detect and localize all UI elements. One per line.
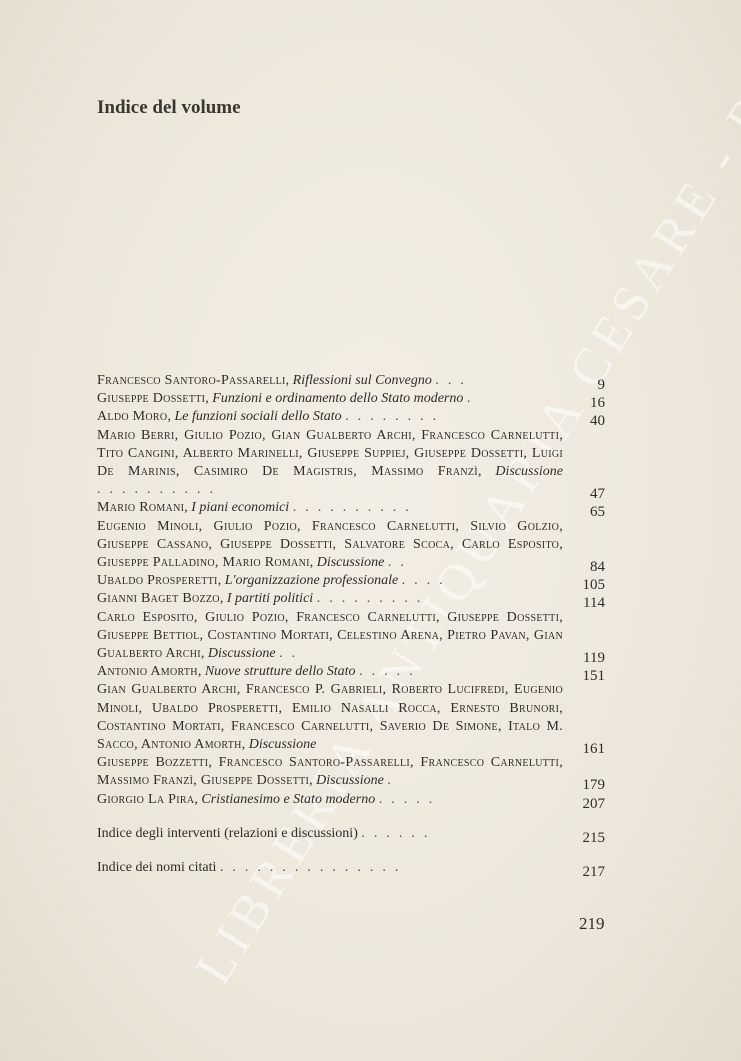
toc-authors: Eugenio Minoli, Giulio Pozio, Francesco Carnelutti, Silvio Golzio, Giuseppe Cassano, Giuseppe Dossetti, Salvatore Scoca, Carlo Esposito, Giuseppe Palladino, Mario Romani xyxy=(97,518,563,571)
toc-index-entry: Indice degli interventi (relazioni e discussioni) ...... 215 xyxy=(97,825,605,846)
toc-entry: Mario Romani, I piani economici .......... 65 xyxy=(97,500,605,521)
toc-authors: Giorgio La Pira xyxy=(97,791,195,807)
toc-authors: Ubaldo Prosperetti xyxy=(97,573,218,589)
toc-authors: Mario Berri, Giulio Pozio, Gian Gualberto Archi, Francesco Carnelutti, Tito Cangini, Alberto Marinelli, Giuseppe Suppiej, Giuseppe Dossetti, Luigi De Marinis, Casimiro De Magistris, Massimo Franzì xyxy=(97,427,563,480)
toc-authors: Giuseppe Dossetti xyxy=(97,391,206,407)
toc-entry: Mario Berri, Giulio Pozio, Gian Gualberto Archi, Francesco Carnelutti, Tito Cangini, Alberto Marinelli, Giuseppe Suppiej, Giuseppe Dossetti, Luigi De Marinis, Casimiro De Magistris, Massimo Franzì, Discussione .......... 47 xyxy=(97,427,605,503)
toc-authors: Carlo Esposito, Giulio Pozio, Francesco Carnelutti, Giuseppe Dossetti, Giuseppe Bettiol, Costantino Mortati, Celestino Arena, Pietro Pavan, Gian Gualberto Archi xyxy=(97,609,563,662)
toc-authors: Gian Gualberto Archi, Francesco P. Gabrieli, Roberto Lucifredi, Eugenio Minoli, Ubaldo Prosperetti, Emilio Nasalli Rocca, Ernesto Brunori, Costantino Mortati, Francesco Carnelutti, Saverio De Simone, Italo M. Sacco, Antonio Amorth xyxy=(97,682,563,753)
toc-page-number: 217 xyxy=(582,864,605,881)
toc-page-number: 114 xyxy=(583,595,605,612)
toc-work: Discussione xyxy=(495,464,564,480)
table-of-contents xyxy=(97,372,611,881)
toc-authors: Mario Romani xyxy=(97,500,185,516)
toc-authors: Aldo Moro xyxy=(97,409,168,425)
toc-work: Funzioni e ordinamento dello Stato moderno xyxy=(212,391,464,407)
toc-page-number: 161 xyxy=(582,741,605,758)
toc-authors: Giuseppe Bozzetti, Francesco Santoro-Passarelli, Francesco Carnelutti, Massimo Franzì, Giuseppe Dossetti xyxy=(97,755,563,789)
toc-page-number: 9 xyxy=(597,377,605,393)
toc-page-number: 65 xyxy=(590,504,605,521)
toc-work: I piani economici xyxy=(191,500,290,516)
toc-work: L'organizzazione professionale xyxy=(224,573,399,589)
toc-authors: Francesco Santoro-Passarelli xyxy=(97,373,286,388)
toc-page-number: 119 xyxy=(583,650,605,667)
toc-index-label: Indice degli interventi (relazioni e discussioni) xyxy=(97,825,358,841)
toc-entry: Aldo Moro, Le funzioni sociali dello Stato ........ 40 xyxy=(97,409,605,430)
toc-page-number: 16 xyxy=(590,395,605,412)
toc-work: Nuove strutture dello Stato xyxy=(204,664,356,680)
toc-work: Cristianesimo e Stato moderno xyxy=(201,791,376,807)
toc-work: Discussione xyxy=(316,555,385,571)
toc-page-number: 151 xyxy=(582,668,605,685)
toc-entry: Ubaldo Prosperetti, L'organizzazione professionale .... 105 xyxy=(97,573,605,594)
toc-page-number: 84 xyxy=(590,559,605,576)
toc-work: Discussione xyxy=(316,773,384,789)
toc-index-entry: Indice dei nomi citati ............... 217 xyxy=(97,860,605,881)
toc-page-number: 207 xyxy=(582,795,605,812)
toc-entry: Francesco Santoro-Passarelli, Riflessioni sul Convegno ... 9 xyxy=(97,373,605,393)
toc-page-number: 179 xyxy=(582,777,605,794)
page-number: 219 xyxy=(579,914,605,933)
toc-entry: Gian Gualberto Archi, Francesco P. Gabrieli, Roberto Lucifredi, Eugenio Minoli, Ubaldo Prosperetti, Emilio Nasalli Rocca, Ernesto Brunori, Costantino Mortati, Francesco Carnelutti, Saverio De Simone, Italo M. Sacco, Antonio Amorth, Discussione 161 xyxy=(97,682,605,758)
toc-entry: Eugenio Minoli, Giulio Pozio, Francesco Carnelutti, Silvio Golzio, Giuseppe Cassano, Giuseppe Dossetti, Salvatore Scoca, Carlo Esposito, Giuseppe Palladino, Mario Romani, Discussione .. 84 xyxy=(97,518,605,576)
toc-entry: Carlo Esposito, Giulio Pozio, Francesco Carnelutti, Giuseppe Dossetti, Giuseppe Bettiol, Costantino Mortati, Celestino Arena, Pietro Pavan, Gian Gualberto Archi, Discussione .. 119 xyxy=(97,609,605,667)
toc-entry: Giorgio La Pira, Cristianesimo e Stato moderno ..... 207 xyxy=(97,791,605,812)
toc-authors: Gianni Baget Bozzo xyxy=(97,591,220,607)
toc-page-number: 105 xyxy=(582,577,605,594)
toc-page-number: 47 xyxy=(590,486,605,503)
toc-entry: Giuseppe Bozzetti, Francesco Santoro-Passarelli, Francesco Carnelutti, Massimo Franzì, Giuseppe Dossetti, Discussione . 179 xyxy=(97,755,605,794)
page-title: Indice del volume xyxy=(97,97,241,118)
toc-entry: Giuseppe Dossetti, Funzioni e ordinamento dello Stato moderno . 16 xyxy=(97,391,605,412)
toc-entry: Gianni Baget Bozzo, I partiti politici ......... 114 xyxy=(97,591,605,612)
toc-work: Riflessioni sul Convegno xyxy=(292,373,432,388)
toc-work: Discussione xyxy=(248,737,317,753)
toc-authors: Antonio Amorth xyxy=(97,664,198,680)
toc-work: Le funzioni sociali dello Stato xyxy=(174,409,342,425)
toc-index-label: Indice dei nomi citati xyxy=(97,860,217,876)
toc-page-number: 215 xyxy=(582,829,605,846)
toc-work: I partiti politici xyxy=(226,591,314,607)
toc-entry: Antonio Amorth, Nuove strutture dello Stato ..... 151 xyxy=(97,664,605,685)
toc-page-number: 40 xyxy=(590,413,605,430)
toc-work: Discussione xyxy=(207,646,276,662)
